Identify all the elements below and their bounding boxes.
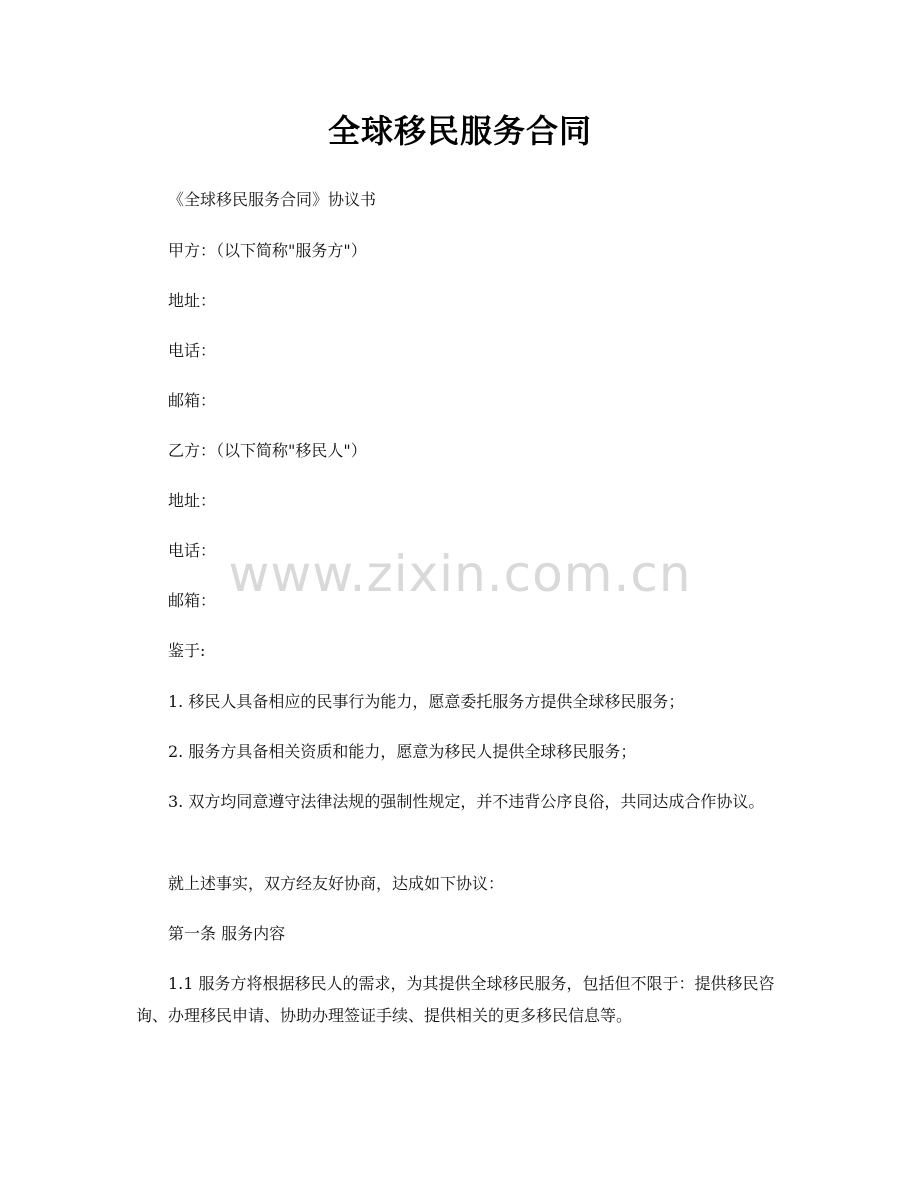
party-b-phone: 电话： bbox=[168, 541, 217, 560]
document-title: 全球移民服务合同 bbox=[327, 112, 592, 150]
party-a-line: 甲方：（以下简称"服务方"） bbox=[168, 241, 367, 260]
agreement-intro: 就上述事实，双方经友好协商，达成如下协议： bbox=[168, 874, 505, 893]
whereas-item-1: 1. 移民人具备相应的民事行为能力，愿意委托服务方提供全球移民服务； bbox=[168, 692, 685, 711]
whereas-item-3: 3. 双方均同意遵守法律法规的强制性规定，并不违背公序良俗，共同达成合作协议。 bbox=[168, 792, 765, 811]
agreement-heading: 《全球移民服务合同》协议书 bbox=[168, 190, 377, 209]
party-a-phone: 电话： bbox=[168, 341, 217, 360]
party-a-email: 邮箱： bbox=[168, 391, 217, 410]
whereas-item-2: 2. 服务方具备相关资质和能力，愿意为移民人提供全球移民服务； bbox=[168, 742, 637, 761]
party-b-email: 邮箱： bbox=[168, 591, 217, 610]
article-1-heading: 第一条 服务内容 bbox=[168, 924, 286, 943]
party-b-line: 乙方：（以下简称"移民人"） bbox=[168, 441, 367, 460]
article-1-clause-1-1: 1.1 服务方将根据移民人的需求，为其提供全球移民服务，包括但不限于：提供移民咨询、办理移民申请、协助办理签证手续、提供相关的更多移民信息等。 bbox=[136, 974, 775, 1025]
party-a-address: 地址： bbox=[168, 291, 217, 310]
party-b-address: 地址： bbox=[168, 491, 217, 510]
whereas-heading: 鉴于: bbox=[168, 641, 206, 660]
watermark: www.zixin.com.cn bbox=[228, 545, 692, 603]
